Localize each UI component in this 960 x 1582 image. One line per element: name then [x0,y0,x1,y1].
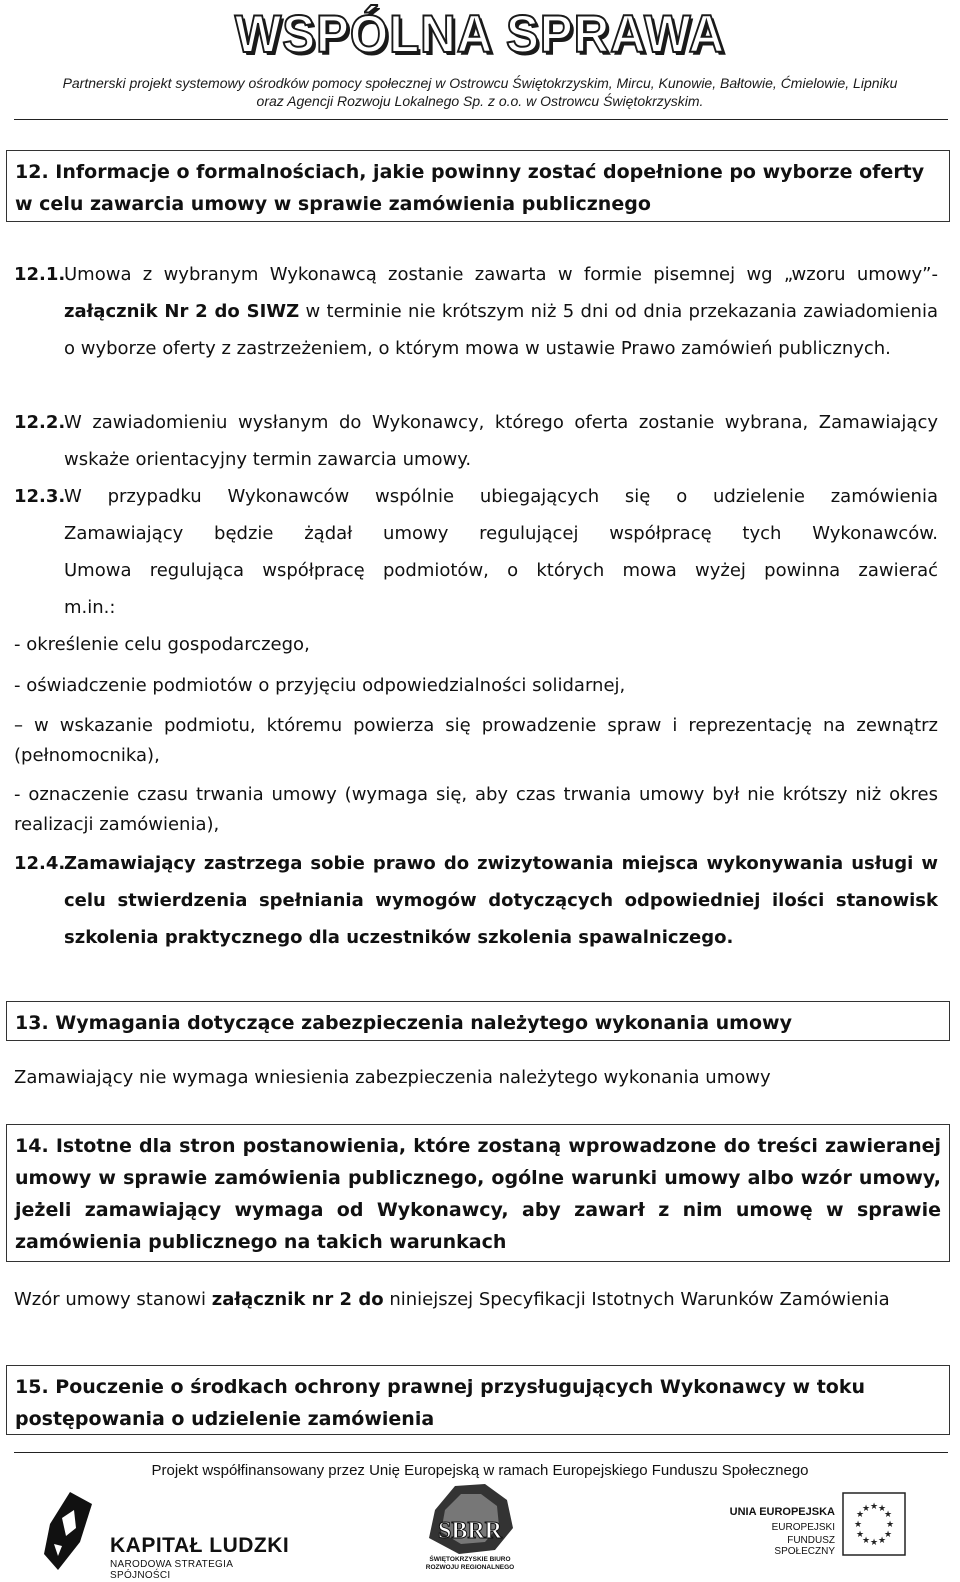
para-12-1-text-a: Umowa z wybranym Wykonawcą zostanie zawarta w formie pisemnej wg „wzoru umowy”- [64,264,938,285]
section-14-text-a: Wzór umowy stanowi [14,1289,207,1310]
sbrr-subtitle [415,1556,525,1572]
partners-line-1: Partnerski projekt systemowy ośrodków pomocy społecznej w Ostrowcu Świętokrzyskim, Mircu, Kunowie, Bałtowie, Ćmielowie, Lipniku [62,75,898,91]
svg-text:★: ★ [869,1502,879,1512]
section-14-text-bold: załącznik nr 2 do [211,1289,384,1310]
partners-line-2: oraz Agencji Rozwoju Lokalnego Sp. z o.o. w Ostrowcu Świętokrzyskim. [256,93,704,109]
svg-text:★: ★ [855,1510,865,1520]
svg-text:★: ★ [883,1510,893,1520]
svg-text:★: ★ [877,1504,887,1514]
eu-subtitle-1: EUROPEJSKI [771,1522,835,1533]
sbrr-subtitle-line-2: ROZWOJU REGIONALNEGO [425,1564,515,1571]
svg-text:★: ★ [885,1520,895,1530]
section-13-heading [6,1001,950,1041]
list-item-4: - oznaczenie czasu trwania umowy (wymaga się, aby czas trwania umowy był nie krótszy niż okres realizacji zamówienia), [14,784,938,835]
kapital-ludzki-name: KAPITAŁ LUDZKI [110,1534,290,1557]
eu-name: UNIA EUROPEJSKA [729,1506,835,1518]
svg-text:★: ★ [853,1520,863,1530]
para-12-3-line-1: W przypadku Wykonawców wspólnie ubiegających się o udzielenie zamówienia [64,486,938,507]
svg-text:★: ★ [877,1536,887,1546]
para-12-4: Zamawiający zastrzega sobie prawo do zwizytowania miejsca wykonywania usługi w celu stwierdzenia spełniania wymogów dotyczących odpowiedniej ilości stanowisk szkolenia praktycznego dla uczestników szkolenia spawalniczego. [64,853,938,948]
para-12-1 [64,256,938,367]
eu-logo [727,1492,907,1562]
section-14-heading [6,1124,950,1262]
kapital-ludzki-subtitle: NARODOWA STRATEGIA SPÓJNOŚCI [110,1559,233,1581]
section-12-heading [6,150,950,222]
section-15-heading [6,1365,950,1435]
document-footer [0,1452,960,1582]
para-12-2: W zawiadomieniu wysłanym do Wykonawcy, którego oferta zostanie wybrana, Zamawiający wskaże orientacyjny termin zawarcia umowy. [64,412,938,470]
eu-subtitle-2: FUNDUSZ SPOŁECZNY [774,1535,835,1557]
section-15-heading-text: 15. Pouczenie o środkach ochrony prawnej przysługujących Wykonawcy w toku postępowania o udzielenie zamówienia [15,1376,866,1430]
project-brand-title: WSPÓLNA SPRAWA [234,5,726,64]
para-12-3-line-3: Umowa regulująca współpracę podmiotów, o których mowa wyżej powinna zawierać [64,560,938,581]
svg-text:★: ★ [869,1538,879,1548]
svg-text:★: ★ [883,1530,893,1540]
section-14-text-b: niniejszej Specyfikacji Istotnych Warunków Zamówienia [389,1289,890,1310]
svg-text:★: ★ [855,1530,865,1540]
para-12-1-bold: załącznik Nr 2 do SIWZ [64,301,300,322]
para-12-1-text-b: w terminie nie krótszym niż 5 dni od dnia przekazania zawiadomienia o wyborze oferty z zastrzeżeniem, o którym mowa w ustawie Prawo zamówień publicznych. [64,301,938,359]
list-item-3: – w wskazanie podmiotu, któremu powierza się prowadzenie spraw i reprezentację na zewnątrz (pełnomocnika), [14,715,938,766]
para-12-2-number: 12.2. [14,412,66,433]
section-14-heading-text: 14. Istotne dla stron postanowienia, które zostaną wprowadzone do treści zawieranej umowy w sprawie zamówienia publicznego, ogólne warunki umowy albo wzór umowy, jeżeli zamawiający wymaga od Wykonawcy, aby zawarł z nim umowę w sprawie zamówienia publicznego na takich warunkach [15,1135,941,1253]
sbrr-logo [415,1480,525,1580]
footer-divider [14,1452,948,1453]
section-13-heading-text: 13. Wymagania dotyczące zabezpieczenia należytego wykonania umowy [15,1012,792,1034]
document-header [0,0,960,122]
kapital-ludzki-emblem-icon [40,1484,100,1576]
para-12-3-number: 12.3. [14,486,66,507]
kapital-ludzki-logo [40,1484,290,1581]
eu-stars-flag-icon [842,1492,906,1556]
list-item-2: - oświadczenie podmiotów o przyjęciu odpowiedzialności solidarnej, [14,675,626,696]
section-12-heading-text: 12. Informacje o formalnościach, jakie powinny zostać dopełnione po wyborze oferty w celu zawarcia umowy w sprawie zamówienia publicznego [15,161,925,215]
svg-text:★: ★ [861,1504,871,1514]
svg-text:★: ★ [861,1536,871,1546]
para-12-3-line-2: Zamawiający będzie żądał umowy regulującej współpracę tych Wykonawców. [64,523,938,544]
para-12-3-line-4: m.in.: [64,597,116,618]
header-divider [14,119,948,120]
section-13-text: Zamawiający nie wymaga wniesienia zabezpieczenia należytego wykonania umowy [14,1067,771,1088]
funding-statement: Projekt współfinansowany przez Unię Europejską w ramach Europejskiego Funduszu Społecznego [151,1462,809,1479]
para-12-1-number: 12.1. [14,264,66,285]
sbrr-subtitle-line-1: ŚWIĘTOKRZYSKIE BIURO [429,1556,511,1563]
section-14-text [14,1285,938,1315]
list-item-1: - określenie celu gospodarczego, [14,634,310,655]
sbrr-name: SBRR [437,1518,503,1544]
para-12-4-number: 12.4. [14,853,66,874]
